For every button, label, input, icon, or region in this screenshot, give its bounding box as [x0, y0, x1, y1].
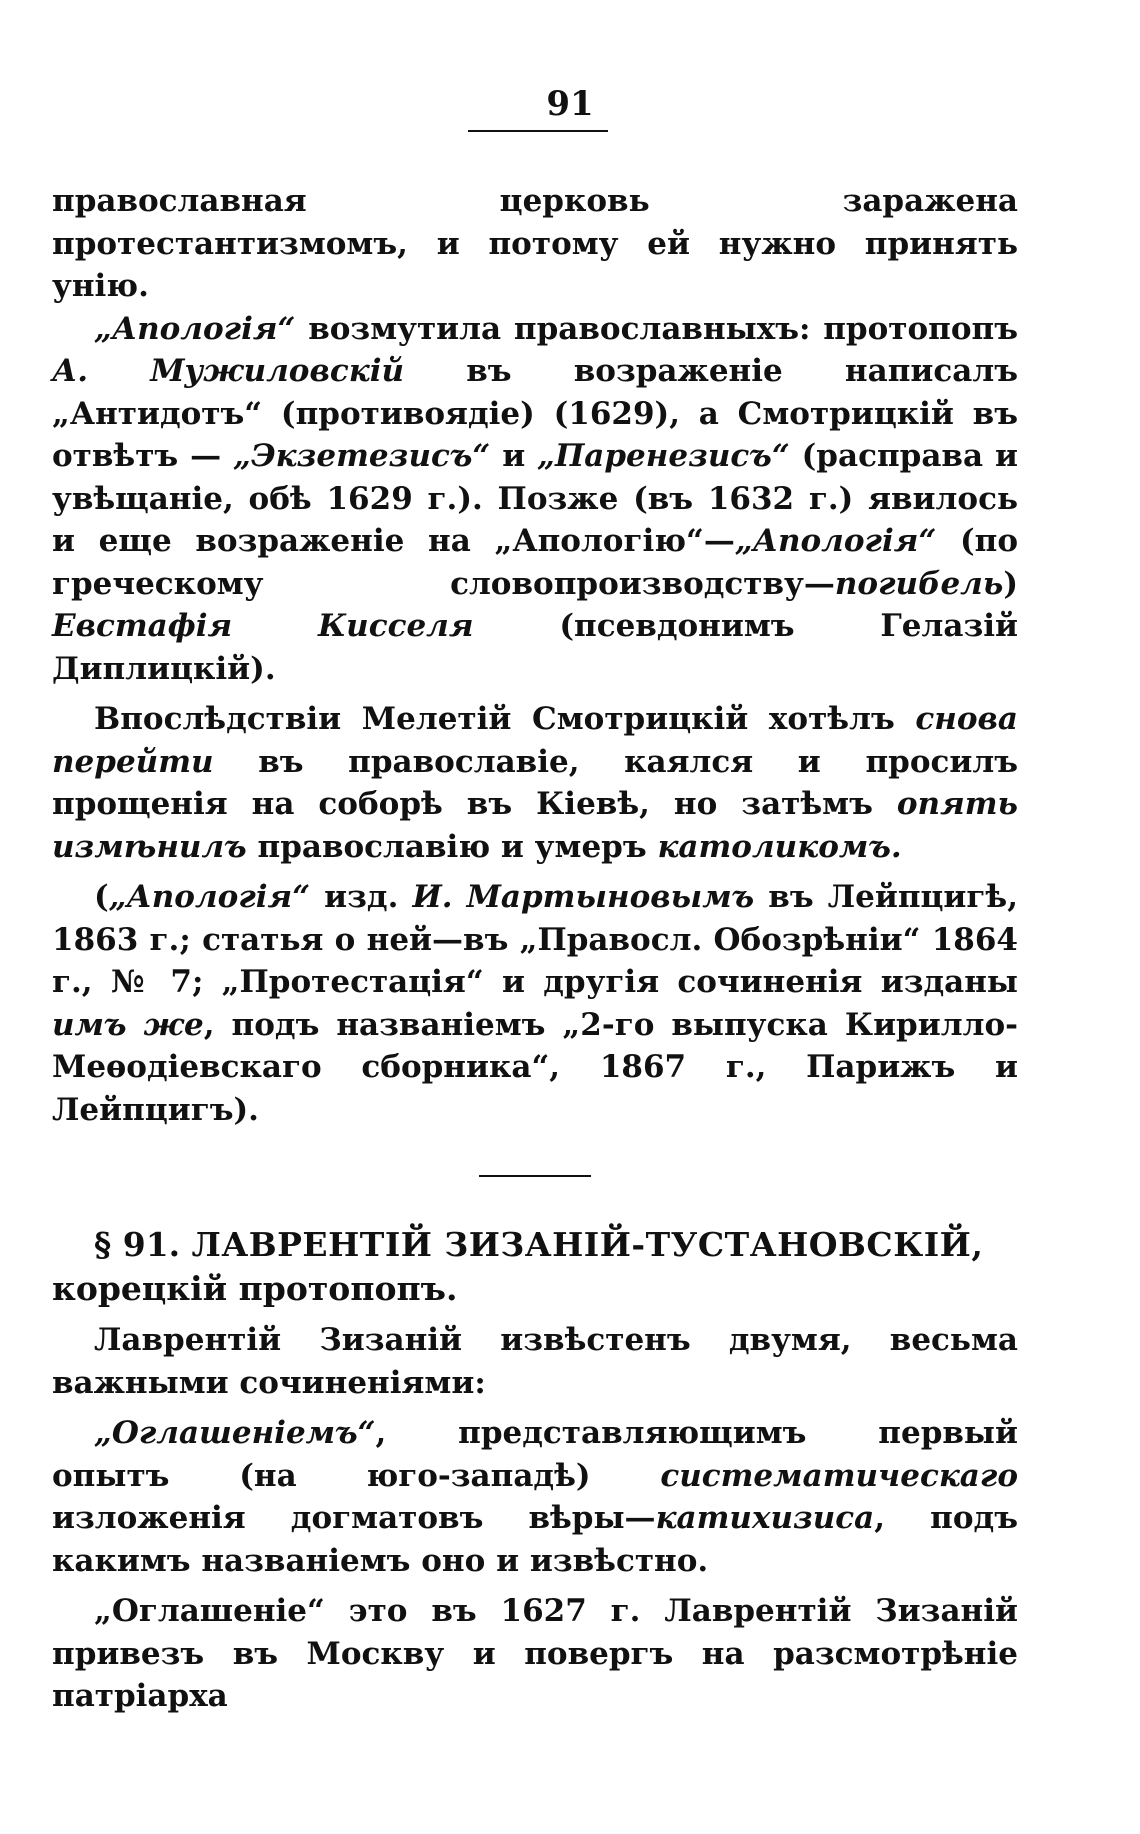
- italic-run: „Апологія“: [734, 523, 937, 559]
- text-run: „Оглашеніе“ это въ 1627 г. Лаврентій Зизаній привезъ въ Москву и повергъ на разсмотрѣніе патріарха: [52, 1593, 1018, 1714]
- section-number: § 91.: [94, 1225, 181, 1264]
- text-run: , подъ какимъ названіемъ оно и извѣстно.: [52, 1500, 1018, 1579]
- italic-run: систематическаго: [660, 1457, 1018, 1494]
- italic-run: погибель: [834, 565, 1004, 602]
- italic-run: снова перейти: [52, 701, 1018, 780]
- italic-run: „Паренезисъ“: [537, 438, 790, 474]
- section-title: ЛАВРЕНТІЙ ЗИЗАНІЙ-ТУСТАНОВСКІЙ,: [191, 1225, 984, 1264]
- text-run: Впослѣдствіи Мелетій Смотрицкій хотѣлъ: [94, 701, 916, 737]
- paragraph: [52, 180, 1018, 308]
- text-run: православію и умеръ: [246, 828, 658, 865]
- text-run: и: [490, 438, 538, 474]
- paragraph: [52, 698, 1018, 868]
- italic-run: „Апологія“: [94, 310, 296, 347]
- section-separator: [479, 1175, 591, 1177]
- text-run: возмутила православныхъ: протопопъ: [295, 310, 1018, 347]
- paragraph: [52, 308, 1018, 691]
- text-run: (псевдонимъ Гелазій Диплицкій).: [52, 608, 1019, 687]
- italic-run: имъ же: [52, 1006, 204, 1043]
- text-run: (расправа и увѣщаніе, обѣ 1629 г.). Позже (въ 1632 г.) явилось и еще возраженіе на „Апологію“—: [52, 438, 1018, 559]
- paragraph: [52, 1319, 1018, 1404]
- page-number-rule: [468, 130, 608, 132]
- text-run: (: [94, 879, 109, 915]
- text-run: , подъ названіемъ „2-го выпуска Кирилло-Меѳодіевскаго сборника“, 1867 г., Парижъ и Лейпцигъ).: [52, 1006, 1018, 1128]
- text-run: въ возраженіе написалъ „Антидотъ“ (противоядіе) (1629), а Смотрицкій въ отвѣтъ —: [52, 353, 1018, 474]
- text-run: православная церковь заражена протестантизмомъ, и потому ей нужно принять унію.: [52, 183, 1018, 304]
- section-subtitle: корецкій протопопъ.: [52, 1269, 458, 1308]
- body-text: [52, 180, 1018, 1718]
- text-run: изд.: [310, 879, 413, 915]
- italic-run: И. Мартыновымъ: [412, 879, 755, 915]
- italic-run: А. Мужиловскій: [52, 353, 405, 389]
- text-run: изложенія догматовъ вѣры—: [52, 1500, 656, 1536]
- section-heading: [52, 1223, 1018, 1311]
- paragraph: [52, 876, 1018, 1131]
- italic-run: катихизиса: [655, 1500, 875, 1536]
- paragraph: [52, 1412, 1018, 1582]
- text-run: въ Лейпцигѣ, 1863 г.; статья о ней—въ „Правосл. Обозрѣніи“ 1864 г., № 7; „Протестація“ и другія сочиненія изданы: [52, 879, 1018, 1000]
- italic-run: „Экзетезисъ“: [233, 438, 491, 474]
- text-run: Лаврентій Зизаній извѣстенъ двумя, весьма важными сочиненіями:: [52, 1322, 1018, 1401]
- italic-run: католикомъ.: [657, 828, 902, 865]
- italic-run: „Оглашеніемъ“: [94, 1415, 376, 1451]
- text-run: , представляющимъ первый опытъ (на юго-западѣ): [52, 1415, 1018, 1494]
- italic-run: „Апологія“: [108, 879, 311, 915]
- text-run: ): [1003, 565, 1018, 602]
- italic-run: Евстафія Кисселя: [52, 608, 474, 644]
- text-run: (по греческому словопроизводству—: [52, 523, 1019, 602]
- paragraph: [52, 1590, 1018, 1718]
- text-run: въ православіе, каялся и просилъ прощенія на соборѣ въ Кіевѣ, но затѣмъ: [52, 743, 1018, 822]
- page-number: 91: [546, 84, 594, 124]
- italic-run: опять измѣнилъ: [52, 786, 1018, 865]
